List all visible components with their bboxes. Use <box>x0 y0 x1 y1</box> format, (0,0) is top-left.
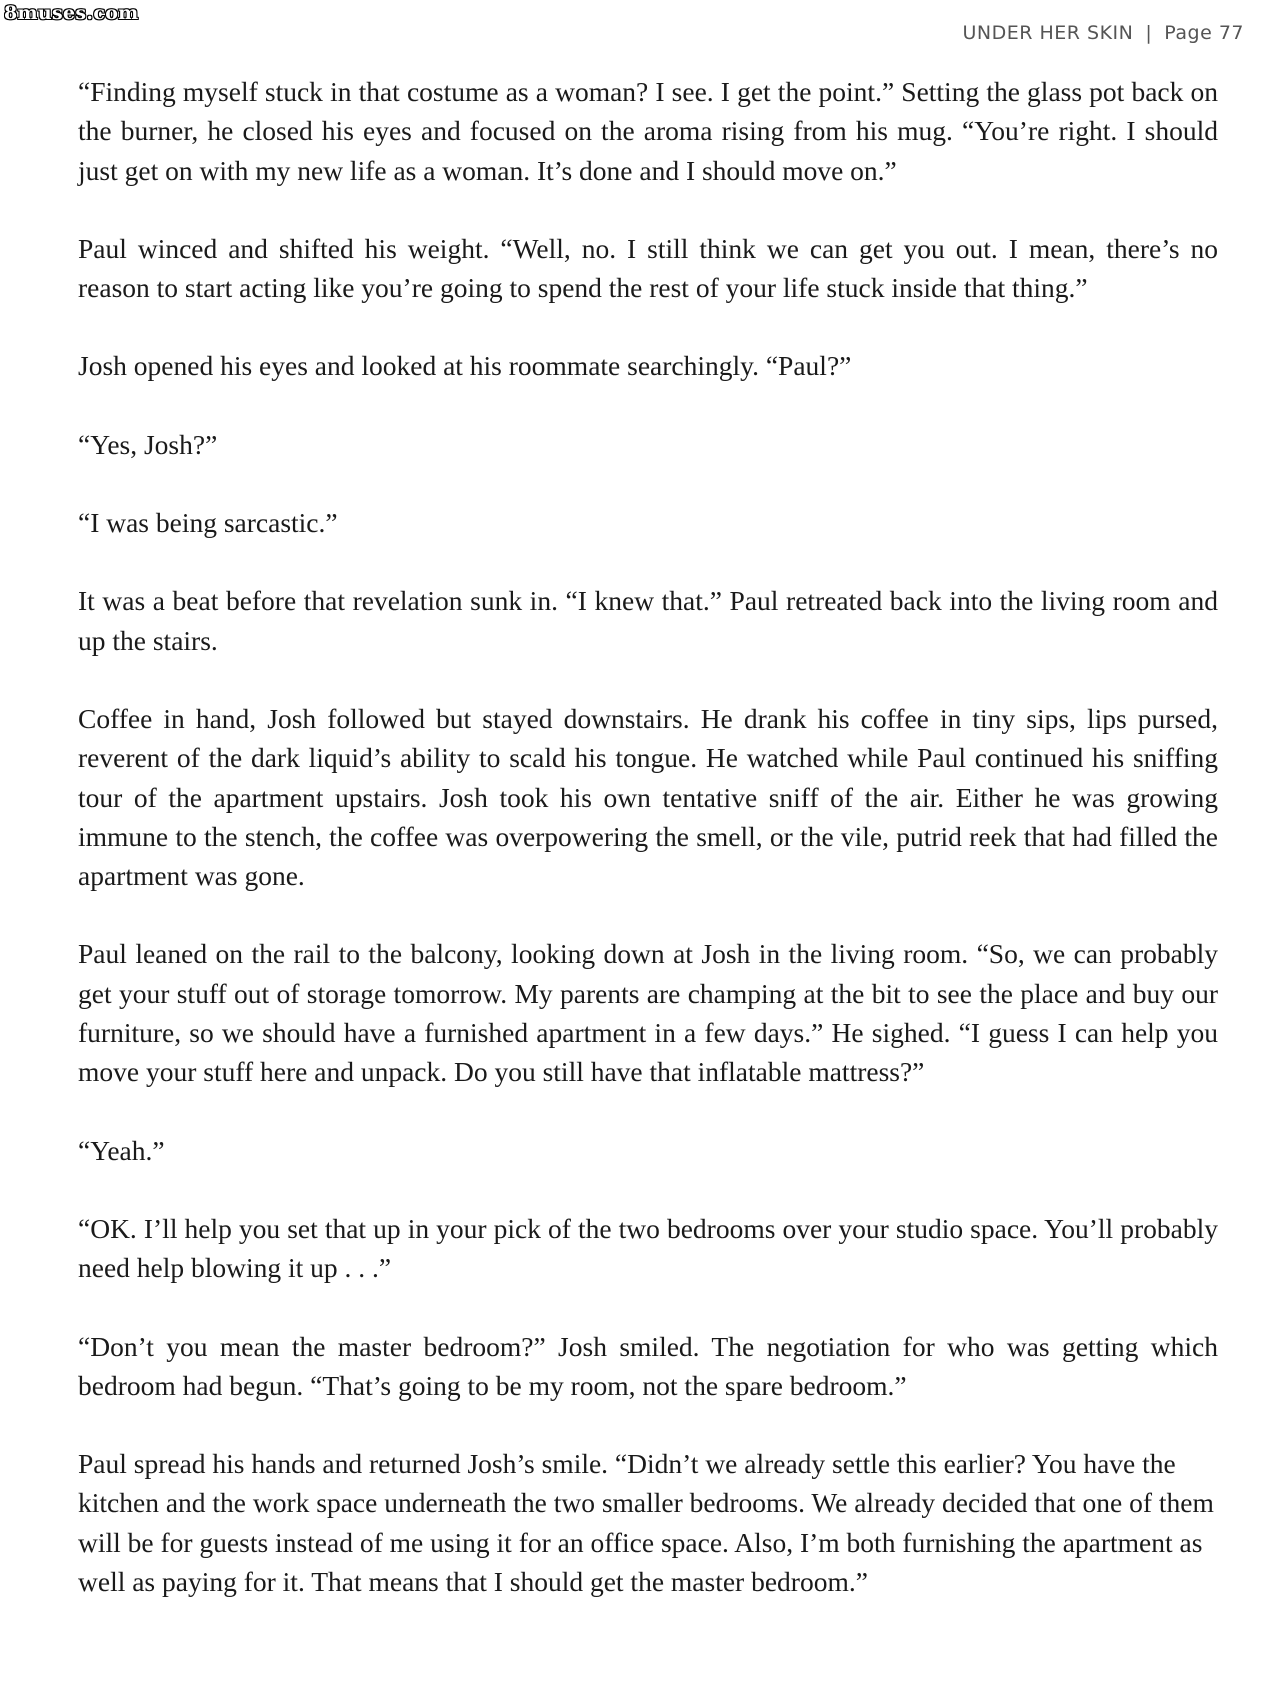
paragraph: “Finding myself stuck in that costume as a woman? I see. I get the point.” Setting the glass pot back on the burner, he closed his eyes and focused on the aroma rising from his mug. “You’re right. I should just get on with my new life as a woman. It’s done and I should move on.” <box>78 76 1218 186</box>
paragraph: “Yes, Josh?” <box>78 428 218 460</box>
paragraph: “I was being sarcastic.” <box>78 507 338 539</box>
header-separator: | <box>1145 22 1153 44</box>
page-number: Page 77 <box>1164 22 1244 44</box>
site-watermark: 8muses.com <box>4 2 139 24</box>
paragraph: “Don’t you mean the master bedroom?” Josh smiled. The negotiation for who was getting which bedroom had begun. “That’s going to be my room, not the spare bedroom.” <box>78 1330 1218 1401</box>
paragraph: “OK. I’ll help you set that up in your pick of the two bedrooms over your studio space. You’ll probably need help blowing it up . . .” <box>78 1212 1218 1284</box>
paragraph: “Yeah.” <box>78 1134 165 1166</box>
text-body <box>78 72 1218 1640</box>
paragraph: Josh opened his eyes and looked at his roommate searchingly. “Paul?” <box>78 350 852 382</box>
paragraph: Coffee in hand, Josh followed but stayed downstairs. He drank his coffee in tiny sips, lips pursed, reverent of the dark liquid’s ability to scald his tongue. He watched while Paul continued his sniffing tour of the apartment upstairs. Josh took his own tentative sniff of the air. Either he was growing immune to the stench, the coffee was overpowering the smell, or the vile, putrid reek that had filled the apartment was gone. <box>78 702 1218 892</box>
paragraph: Paul winced and shifted his weight. “Well, no. I still think we can get you out. I mean, there’s no reason to start acting like you’re going to spend the rest of your life stuck inside that thing.” <box>78 232 1218 304</box>
paragraph: Paul leaned on the rail to the balcony, looking down at Josh in the living room. “So, we can probably get your stuff out of storage tomorrow. My parents are champing at the bit to see the place and buy our furniture, so we should have a furnished apartment in a few days.” He sighed. “I guess I can help you move your stuff here and unpack. Do you still have that inflatable mattress?” <box>78 938 1218 1088</box>
paragraph: Paul spread his hands and returned Josh’s smile. “Didn’t we already settle this earlier? You have the kitchen and the work space underneath the two smaller bedrooms. We already decided that one of them will be for guests instead of me using it for an office space. Also, I’m both furnishing the apartment as well as paying for it. That means that I should get the master bedroom.” <box>78 1448 1214 1598</box>
book-title: UNDER HER SKIN <box>962 22 1134 44</box>
paragraph: It was a beat before that revelation sunk in. “I knew that.” Paul retreated back into the living room and up the stairs. <box>78 585 1218 656</box>
running-header <box>963 22 1245 44</box>
